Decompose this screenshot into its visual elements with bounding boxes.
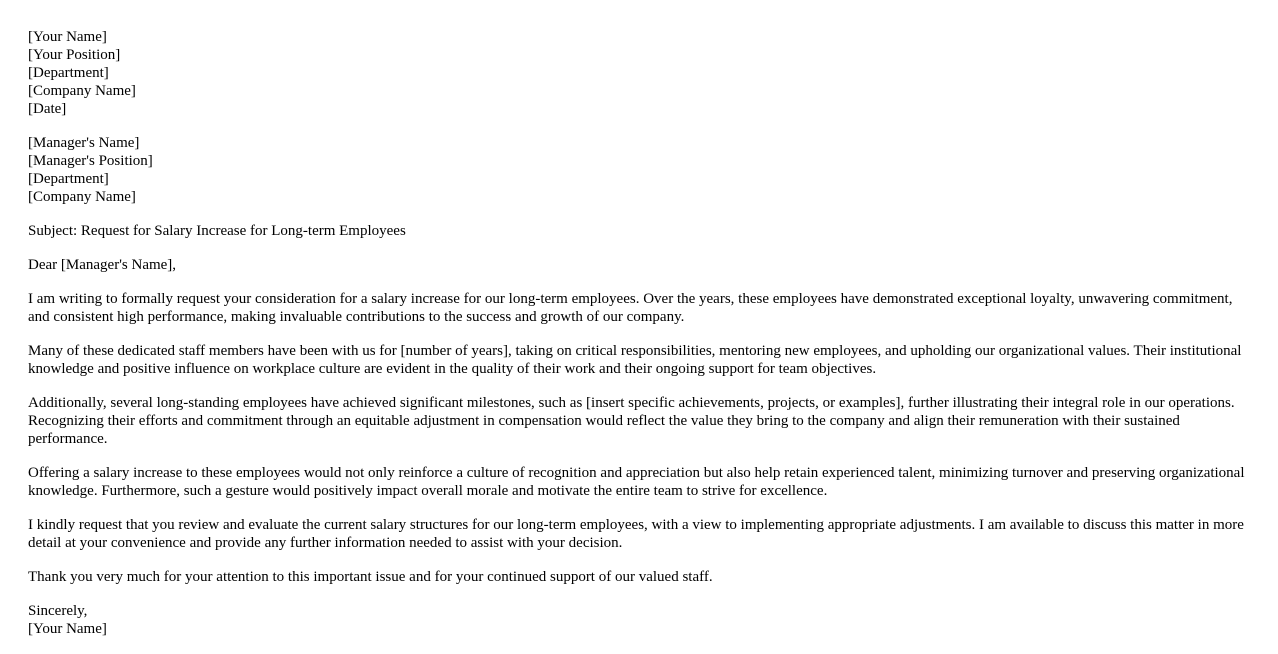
sender-department: [Department] <box>28 65 109 81</box>
recipient-company: [Company Name] <box>28 189 136 205</box>
recipient-address-block <box>28 134 1250 206</box>
letter-date: [Date] <box>28 101 67 117</box>
recipient-department: [Department] <box>28 171 109 187</box>
sender-name: [Your Name] <box>28 29 107 45</box>
body-paragraph-4: Offering a salary increase to these employees would not only reinforce a culture of recognition and appreciation but also help retain experienced talent, minimizing turnover and preserving organizational knowledge. Furthermore, such a gesture would positively impact overall morale and motivate the entire team to strive for excellence. <box>28 465 1245 499</box>
subject-line: Subject: Request for Salary Increase for Long-term Employees <box>28 223 406 239</box>
signature: [Your Name] <box>28 621 107 637</box>
body-paragraph-5: I kindly request that you review and evaluate the current salary structures for our long-term employees, with a view to implementing appropriate adjustments. I am available to discuss this matter in more detail at your convenience and provide any further information needed to assist with your decision. <box>28 517 1244 551</box>
body-paragraph-1: I am writing to formally request your consideration for a salary increase for our long-term employees. Over the years, these employees have demonstrated exceptional loyalty, unwavering commitment, and consistent high performance, making invaluable contributions to the success and growth of our company. <box>28 291 1233 325</box>
recipient-name: [Manager's Name] <box>28 135 140 151</box>
body-paragraph-3: Additionally, several long-standing employees have achieved significant milestones, such as [insert specific achievements, projects, or examples], further illustrating their integral role in our operations. Recognizing their efforts and commitment through an equitable adjustment in compensation would reflect the value they bring to the company and align their remuneration with their sustained performance. <box>28 395 1235 447</box>
sender-address-block <box>28 28 1250 118</box>
letter-document <box>28 28 1250 654</box>
body-paragraph-6: Thank you very much for your attention to this important issue and for your continued support of our valued staff. <box>28 569 713 585</box>
sender-company: [Company Name] <box>28 83 136 99</box>
closing-block <box>28 602 1250 638</box>
body-paragraph-2: Many of these dedicated staff members have been with us for [number of years], taking on critical responsibilities, mentoring new employees, and upholding our organizational values. Their institutional knowledge and positive influence on workplace culture are evident in the quality of their work and their ongoing support for team objectives. <box>28 343 1242 377</box>
salutation: Dear [Manager's Name], <box>28 257 177 273</box>
recipient-position: [Manager's Position] <box>28 153 153 169</box>
sender-position: [Your Position] <box>28 47 121 63</box>
valediction: Sincerely, <box>28 603 88 619</box>
